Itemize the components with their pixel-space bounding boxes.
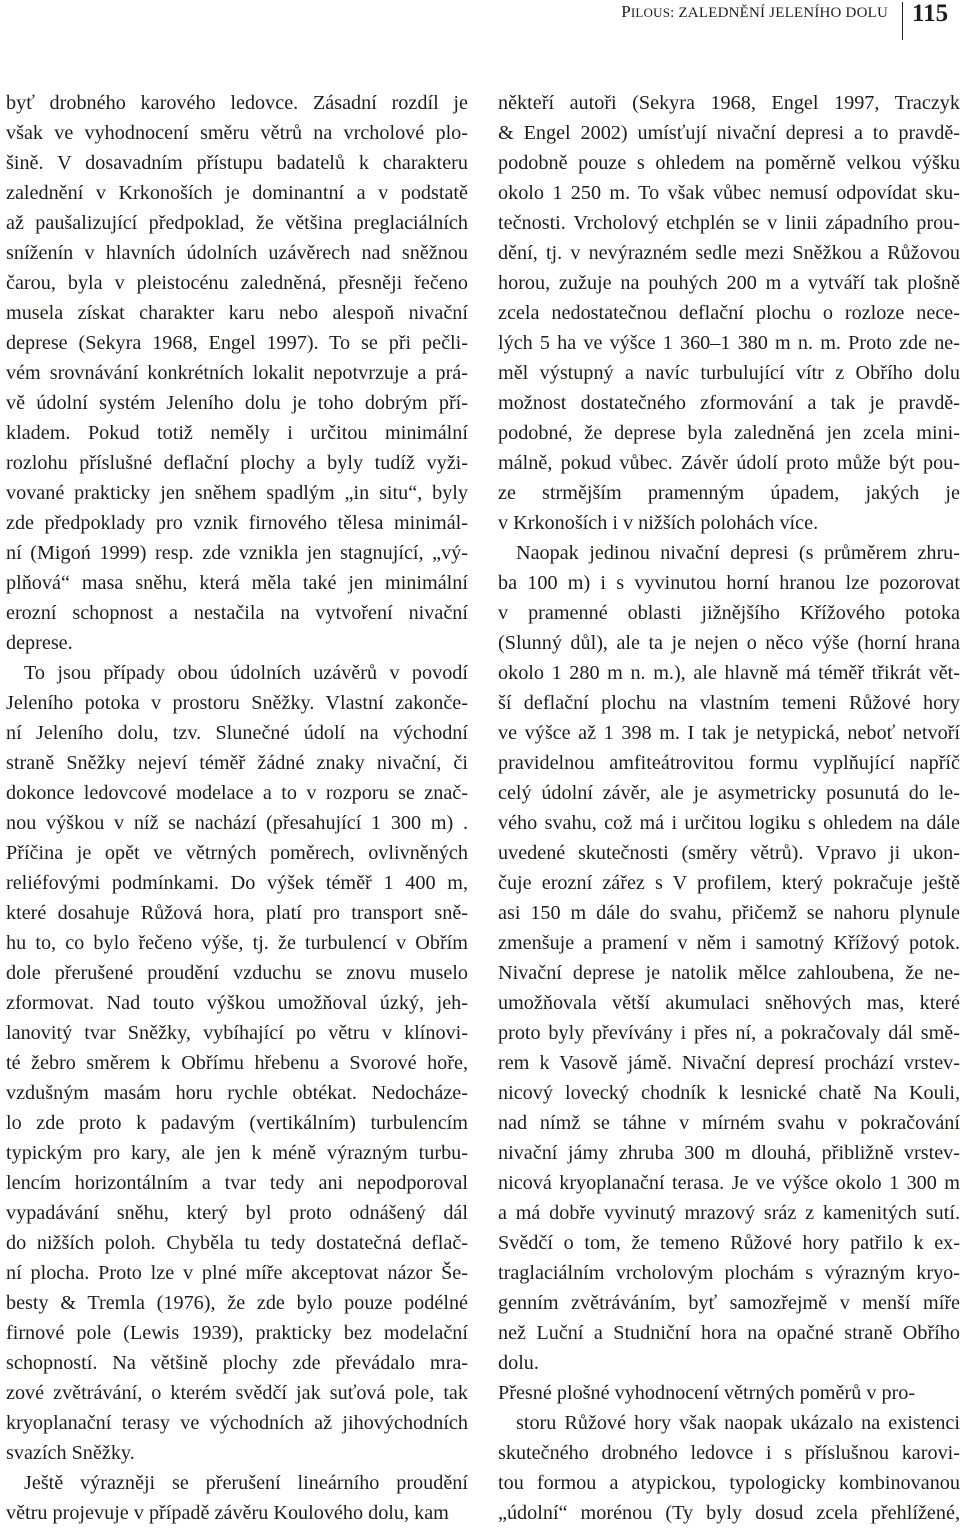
- text-line: byť drobného karového ledovce. Zásadní rozdíl je: [6, 92, 468, 114]
- text-line: podobně pouze s ohledem na poměrně velkou výšku: [498, 152, 960, 174]
- text-line: Nivační deprese je natolik mělce zahloubena, že ne-: [498, 962, 960, 984]
- text-line: vém srovnávání konkrétních lokalit nepotvrzuje a prá-: [6, 362, 468, 384]
- text-line: Jeleního potoka v prostoru Sněžky. Vlastní zakonče-: [6, 692, 468, 714]
- text-line: zalednění v Krkonoších je dominantní a v podstatě: [6, 182, 468, 204]
- text-line: dolu.: [498, 1352, 539, 1374]
- text-line: šině. V dosavadním přístupu badatelů k charakteru: [6, 152, 468, 174]
- text-line: straně Sněžky nejeví téměř žádné znaky nivační, či: [6, 752, 468, 774]
- text-line: sníženín v hlavních údolních uzávěrech nad sněžnou: [6, 242, 468, 264]
- text-line: vované prakticky jen sněhem spadlým „in situ“, byly: [6, 482, 468, 504]
- text-line: té žebro směrem k Obřímu hřebenu a Svorové hoře,: [6, 1052, 468, 1074]
- left-column: [6, 88, 468, 1528]
- text-line: nicová kryoplanační terasa. Je ve výšce okolo 1 300 m: [498, 1172, 960, 1194]
- text-line: Svědčí o tom, že temeno Růžové hory patřilo k ex-: [498, 1232, 960, 1254]
- text-line: proto byly převívány i přes ní, a pokračovaly dál smě-: [498, 1022, 960, 1044]
- text-line: zcela nedostatečnou deflační plochu o rozloze nece-: [498, 302, 960, 324]
- text-line: plňová“ masa sněhu, která měla také jen minimální: [6, 572, 468, 594]
- text-line: ba 100 m) i s vyvinutou horní hranou lze pozorovat: [498, 572, 960, 594]
- text-line: pravidelnou amfiteátrovitou formu vyplňující napříč: [498, 752, 960, 774]
- text-line: které dosahuje Růžová hora, platí pro transport sně-: [6, 902, 468, 924]
- text-line: Přesné plošné vyhodnocení větrných poměrů v pro-: [498, 1382, 916, 1404]
- text-line: asi 150 m dále do svahu, přičemž se nahoru plynule: [498, 902, 960, 924]
- text-line: musela získat charakter karu nebo alespoň nivační: [6, 302, 468, 324]
- text-line: typickým pro kary, ale jen k méně výrazným turbu-: [6, 1142, 468, 1164]
- running-title: PILOUS: ZALEDNĚNÍ JELENÍHO DOLU: [621, 2, 888, 21]
- text-line: ší deflační plochu na vlastním temeni Růžové hory: [498, 692, 960, 714]
- text-line: zde předpoklady pro vznik firnového tělesa minimál-: [6, 512, 468, 534]
- text-line: ve výšce až 1 398 m. I tak je netypická, neboť netvoří: [498, 722, 960, 744]
- text-line: zmenšuje a pramení v něm i samotný Křížový potok.: [498, 932, 960, 954]
- text-line: kladem. Pokud totiž neměly i určitou minimální: [6, 422, 468, 444]
- right-column: [498, 88, 960, 1528]
- text-line: než Luční a Studniční hora na opačné straně Obřího: [498, 1322, 960, 1344]
- text-line: čuje erozní zářez s V profilem, který pokračuje ještě: [498, 872, 960, 894]
- text-line: v Krkonoších i v nižších polohách více.: [498, 512, 819, 534]
- text-line: erozní schopnost a nestačila na vytvoření nivační: [6, 602, 468, 624]
- text-line: lanovitý tvar Sněžky, vybíhající po větru v klínovi-: [6, 1022, 468, 1044]
- text-line: deprese (Sekyra 1968, Engel 1997). To se při pečli-: [6, 332, 468, 354]
- text-line: vzdušným masám horu rychle obtékat. Nedocháze-: [6, 1082, 468, 1104]
- text-line: celý údolní závěr, ale je asymetricky posunutá do le-: [498, 782, 960, 804]
- text-line: rem k Vasově jámě. Nivační depresí prochází vrstev-: [498, 1052, 960, 1074]
- text-line: storu Růžové hory však naopak ukázalo na existenci: [516, 1412, 960, 1434]
- text-line: Ještě výrazněji se přerušení lineárního proudění: [24, 1472, 468, 1494]
- text-line: kryoplanační terasy ve východních až jihovýchodních: [6, 1412, 468, 1434]
- text-line: traglaciálním vrcholovým plochám s výrazným kryo-: [498, 1262, 960, 1284]
- text-line: skutečného drobného ledovce i s příslušnou karovi-: [498, 1442, 960, 1464]
- text-line: umožňovala větší akumulaci sněhových mas, které: [498, 992, 960, 1014]
- text-line: dění, tj. v nevýrazném sedle mezi Sněžkou a Růžovou: [498, 242, 960, 264]
- text-line: firnové pole (Lewis 1939), prakticky bez modelační: [6, 1322, 468, 1344]
- text-line: rozlohu příslušné deflační plochy a byly tudíž vyži-: [6, 452, 468, 474]
- text-line: svazích Sněžky.: [6, 1442, 135, 1464]
- text-line: lencím horizontálním a tvar tedy ani nepodporoval: [6, 1172, 468, 1194]
- text-line: „údolní“ morénou (Ty byly dosud zcela přehlížené,: [498, 1502, 960, 1524]
- text-line: větru projevuje v případě závěru Koulového dolu, kam: [6, 1502, 449, 1524]
- text-line: okolo 1 280 m n. m.), ale hlavně má téměř třikrát vět-: [498, 662, 960, 684]
- text-line: & Engel 2002) umísťují nivační depresi a to pravdě-: [498, 122, 960, 144]
- text-line: a má dobře vyvinutý mrazový sráz z kamenitých sutí.: [498, 1202, 960, 1224]
- page-number: 115: [912, 0, 949, 27]
- text-line: Naopak jedinou nivační depresi (s průměrem zhru-: [516, 542, 960, 564]
- text-line: v pramenné oblasti jižnějšího Křížového potoka: [498, 602, 960, 624]
- text-line: nivační jámy zhruba 300 m dlouhá, přibližně vrstev-: [498, 1142, 960, 1164]
- running-header: [0, 0, 960, 50]
- text-line: málně, pokud vůbec. Závěr údolí proto může být pou-: [498, 452, 960, 474]
- text-line: ní plocha. Proto lze v plné míře akceptovat názor Še-: [6, 1262, 468, 1284]
- text-line: hu to, co bylo řečeno výše, tj. že turbulencí v Obřím: [6, 932, 468, 954]
- text-line: až paušalizující předpoklad, že většina preglaciálních: [6, 212, 468, 234]
- text-line: deprese.: [6, 632, 73, 654]
- text-line: do nižších poloh. Chyběla tu tedy dostatečná deflač-: [6, 1232, 468, 1254]
- text-line: zové zvětrávání, o kterém svědčí jak suťová pole, tak: [6, 1382, 468, 1404]
- text-line: schopností. Na většině plochy zde převádalo mra-: [6, 1352, 468, 1374]
- text-line: možnost dostatečného zformování a tak je pravdě-: [498, 392, 960, 414]
- text-line: podobné, že deprese byla zaledněná jen zcela mini-: [498, 422, 960, 444]
- text-line: zformovat. Nad touto výškou umožňoval úzký, jeh-: [6, 992, 468, 1014]
- text-line: ní Jeleního dolu, tzv. Slunečné údolí na východní: [6, 722, 468, 744]
- text-line: horou, zužuje na pouhých 200 m a vytváří tak plošně: [498, 272, 960, 294]
- text-line: genním zvětráváním, byť samozřejmě v menší míře: [498, 1292, 960, 1314]
- text-line: (Slunný důl), ale ta je nejen o něco výše (horní hrana: [498, 632, 960, 654]
- text-line: dole přerušené proudění vzduchu se znovu muselo: [6, 962, 468, 984]
- text-line: uvedené skutečnosti (směry větrů). Vpravo ji ukon-: [498, 842, 960, 864]
- text-line: tečnosti. Vrcholový etchplén se v linii západního prou-: [498, 212, 960, 234]
- text-line: měl výstupný a navíc turbulující vítr z Obřího dolu: [498, 362, 960, 384]
- text-line: besty & Tremla (1976), že zde bylo pouze podélné: [6, 1292, 468, 1314]
- text-line: lo zde proto k padavým (vertikálním) turbulencím: [6, 1112, 468, 1134]
- header-divider: [902, 2, 903, 40]
- text-line: tou formou a atypickou, typologicky kombinovanou: [498, 1472, 960, 1494]
- text-line: ze strmějším pramenným úpadem, jakých je: [498, 482, 960, 504]
- text-line: čarou, byla v pleistocénu zaledněná, přesněji řečeno: [6, 272, 468, 294]
- text-line: ní (Migoń 1999) resp. zde vznikla jen stagnující, „vý-: [6, 542, 468, 564]
- text-line: okolo 1 250 m. To však vůbec nemusí odpovídat sku-: [498, 182, 960, 204]
- text-line: nicový lovecký chodník k lesnické chatě Na Kouli,: [498, 1082, 960, 1104]
- text-line: lých 5 ha ve výšce 1 360–1 380 m n. m. Proto zde ne-: [498, 332, 960, 354]
- text-line: nad nímž se táhne v mírném svahu v pokračování: [498, 1112, 960, 1134]
- text-line: reliéfovými podmínkami. Do výšek téměř 1 400 m,: [6, 872, 468, 894]
- text-line: nou výškou v níž se nachází (přesahující 1 300 m) .: [6, 812, 468, 834]
- text-line: vě údolní systém Jeleního dolu je toho dobrým pří-: [6, 392, 468, 414]
- text-line: vypadávání sněhu, který byl proto odnášený dál: [6, 1202, 468, 1224]
- text-line: To jsou případy obou údolních uzávěrů v povodí: [24, 662, 468, 684]
- text-line: dokonce ledovcové modelace a to v rozporu se znač-: [6, 782, 468, 804]
- text-line: někteří autoři (Sekyra 1968, Engel 1997, Traczyk: [498, 92, 960, 114]
- text-line: Příčina je opět ve větrných poměrech, ovlivněných: [6, 842, 468, 864]
- text-line: vého svahu, což má i určitou logiku s ohledem na dále: [498, 812, 960, 834]
- text-line: však ve vyhodnocení směru větrů na vrcholové plo-: [6, 122, 468, 144]
